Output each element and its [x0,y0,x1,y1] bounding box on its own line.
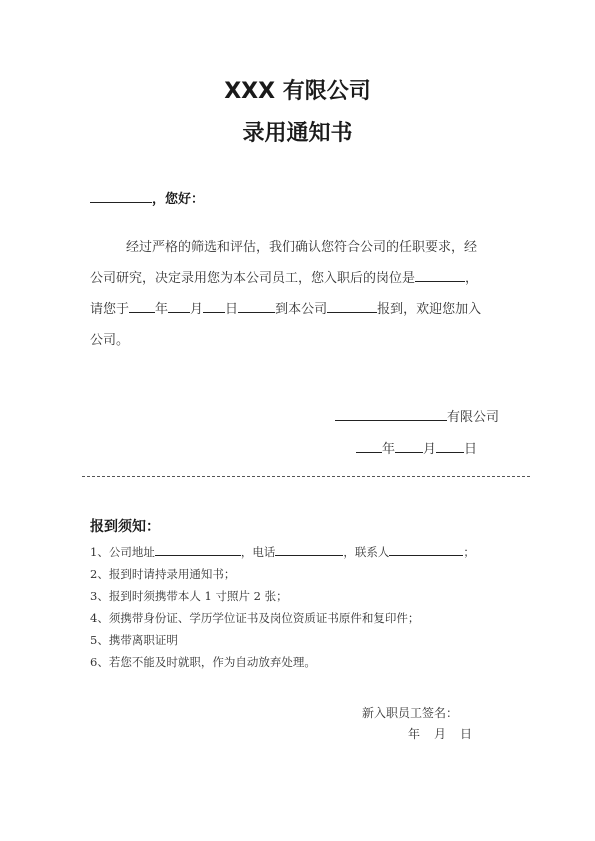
department-blank [327,300,377,313]
salutation-text: ，您好： [152,192,205,207]
document-title-company: XXX 有限公司 [224,79,371,104]
year-blank [129,300,155,313]
sign-year-label: 年 [382,442,396,457]
name-blank [90,190,152,203]
address-blank [155,544,241,556]
employee-year-label: 年 [408,727,421,741]
notice-item-4: 4、须携带身份证、学历学位证书及岗位资质证书原件和复印件； [90,611,420,625]
contact-blank [389,544,463,556]
employee-signature-label: 新入职员工签名： [362,706,459,720]
cut-line-divider [82,476,530,477]
company-signature [335,406,499,425]
notice-title: 报到须知： [90,519,160,535]
employee-day-label: 日 [460,727,473,741]
time-blank [238,300,275,313]
year-label: 年 [155,302,169,317]
phone-blank [275,544,343,556]
body-line-3 [90,298,481,317]
notice-item-1 [90,544,475,560]
notice-item-5: 5、携带离职证明 [90,633,178,647]
body-line-2-comma: ， [465,271,479,286]
report-text: 报到，欢迎您加入 [377,302,482,317]
notice-item-6: 6、若您不能及时就职，作为自动放弃处理。 [90,655,316,669]
notice-item-3: 3、报到时须携带本人 1 寸照片 2 张； [90,589,288,603]
sign-month-label: 月 [423,442,437,457]
month-blank [168,300,190,313]
to-company-text: 到本公司 [275,302,328,317]
item1-end: ； [463,545,475,559]
company-suffix: 有限公司 [447,410,500,425]
sign-day-label: 日 [464,442,478,457]
body-line-2 [90,267,478,286]
salutation [90,188,204,207]
body-line-1: 经过严格的筛选和评估，我们确认您符合公司的任职要求，经 [126,240,478,255]
body-line-4: 公司。 [90,333,130,348]
position-blank [415,269,465,282]
employee-month-label: 月 [434,727,447,741]
contact-label: ，联系人 [343,545,390,559]
document-title: 录用通知书 [242,121,353,146]
company-sign-date [356,438,477,457]
please-text: 请您于 [90,302,130,317]
month-label: 月 [190,302,204,317]
company-name-blank [335,408,447,421]
notice-item-2: 2、报到时请持录用通知书； [90,567,236,581]
sign-month-blank [395,440,423,453]
day-blank [203,300,225,313]
sign-day-blank [436,440,464,453]
address-label: 1、公司地址 [90,545,155,559]
body-line-2-text: 公司研究，决定录用您为本公司员工，您入职后的岗位是 [90,271,416,286]
phone-label: ，电话 [240,545,276,559]
sign-year-blank [356,440,382,453]
day-label: 日 [225,302,239,317]
employee-sign-date [408,725,486,742]
